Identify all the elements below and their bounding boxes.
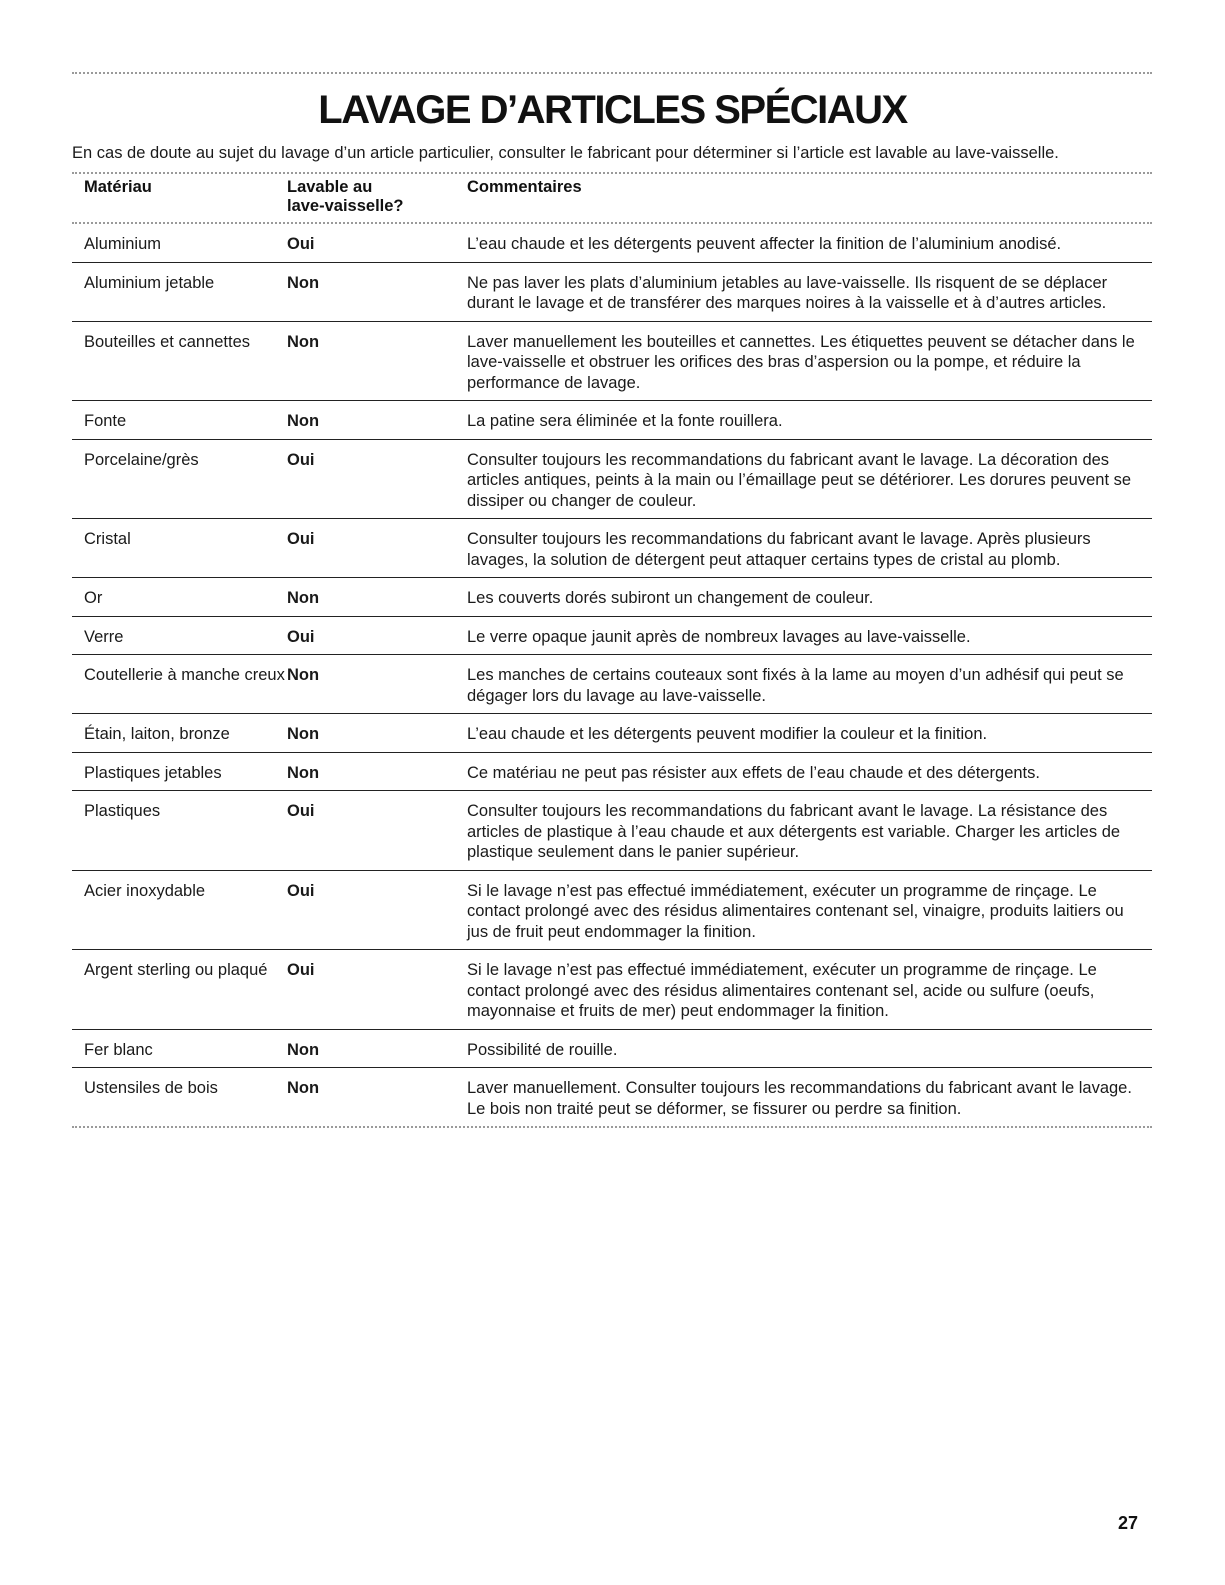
cell-comment: Les manches de certains couteaux sont fixés à la lame au moyen d’un adhésif qui peut se dégager lors du lavage au lave-vaisselle. — [467, 666, 1124, 705]
cell-material: Plastiques jetables — [84, 763, 222, 782]
cell-washable: Non — [287, 332, 320, 351]
cell-material: Ustensiles de bois — [84, 1079, 218, 1097]
cell-material: Plastiques — [84, 802, 161, 820]
cell-comment: Si le lavage n’est pas effectué immédiatement, exécuter un programme de rinçage. Le contact prolongé avec des résidus alimentaires contenant sel, vinaigre, produits laitiers ou jus de fruit peut endommager la finition. — [467, 881, 1124, 941]
table-row — [72, 1068, 1152, 1128]
cell-washable: Oui — [287, 450, 315, 469]
cell-material: Cristal — [84, 530, 131, 548]
table-row — [72, 714, 1152, 753]
header-material: Matériau — [84, 178, 152, 196]
intro-text: En cas de doute au sujet du lavage d’un article particulier, consulter le fabricant pour déterminer si l’article est lavable au lave-vaisselle. — [72, 144, 1059, 162]
table-row — [72, 950, 1152, 1030]
table-body — [72, 224, 1152, 1128]
cell-washable: Oui — [287, 530, 315, 548]
page-title: LAVAGE D’ARTICLES SPÉCIAUX — [318, 88, 907, 132]
cell-material: Porcelaine/grès — [84, 450, 199, 469]
cell-material: Acier inoxydable — [84, 881, 206, 900]
cell-washable: Non — [287, 666, 320, 684]
table-row — [72, 401, 1152, 440]
table-row — [72, 617, 1152, 656]
cell-material: Or — [84, 589, 103, 607]
cell-comment: Possibilité de rouille. — [467, 1040, 618, 1059]
header-comments: Commentaires — [467, 178, 582, 196]
cell-comment: Consulter toujours les recommandations du fabricant avant le lavage. La résistance des articles de plastique à l’eau chaude et aux détergents est variable. Charger les articles de plastique seulement dans le panier supérieur. — [467, 802, 1121, 861]
special-items-table — [72, 176, 1152, 1128]
cell-material: Verre — [84, 627, 124, 646]
cell-comment: Ce matériau ne peut pas résister aux effets de l’eau chaude et des détergents. — [467, 763, 1040, 782]
header-washable-line1: Lavable au — [287, 178, 373, 196]
cell-washable: Non — [287, 589, 320, 607]
cell-material: Fonte — [84, 412, 127, 430]
cell-material: Coutellerie à manche creux — [84, 666, 285, 684]
cell-washable: Non — [287, 725, 320, 743]
cell-material: Fer blanc — [84, 1040, 153, 1059]
table-row — [72, 224, 1152, 263]
cell-washable: Oui — [287, 235, 315, 253]
table-row — [72, 655, 1152, 714]
cell-washable: Oui — [287, 627, 315, 646]
table-row — [72, 322, 1152, 402]
cell-material: Aluminium — [84, 235, 162, 253]
cell-comment: Consulter toujours les recommandations du fabricant avant le lavage. Après plusieurs lavages, la solution de détergent peut attaquer certains types de cristal au plomb. — [467, 530, 1091, 569]
cell-comment: L’eau chaude et les détergents peuvent affecter la finition de l’aluminium anodisé. — [467, 235, 1062, 253]
cell-comment: Laver manuellement les bouteilles et cannettes. Les étiquettes peuvent se détacher dans le lave-vaisselle et obstruer les orifices des bras d’aspersion ou la pompe, et réduire la performance de lavage. — [467, 332, 1135, 392]
cell-comment: Ne pas laver les plats d’aluminium jetables au lave-vaisselle. Ils risquent de se déplacer durant le lavage et de transférer des marques noires à la vaisselle et à d’autres articles. — [467, 273, 1108, 312]
table-row — [72, 1030, 1152, 1069]
cell-washable: Non — [287, 412, 320, 430]
cell-washable: Non — [287, 1040, 320, 1059]
table-row — [72, 440, 1152, 520]
table-row — [72, 578, 1152, 617]
table-row — [72, 519, 1152, 578]
table-row — [72, 791, 1152, 871]
top-divider — [72, 72, 1152, 74]
intro-divider — [72, 172, 1152, 174]
table-row — [72, 871, 1152, 951]
page-number: 27 — [1118, 1513, 1139, 1533]
cell-comment: Laver manuellement. Consulter toujours les recommandations du fabricant avant le lavage. Le bois non traité peut se déformer, se fissurer ou perdre sa finition. — [467, 1079, 1132, 1118]
cell-washable: Oui — [287, 802, 315, 820]
cell-washable: Non — [287, 763, 320, 782]
cell-comment: Le verre opaque jaunit après de nombreux lavages au lave-vaisselle. — [467, 627, 971, 646]
cell-comment: Si le lavage n’est pas effectué immédiatement, exécuter un programme de rinçage. Le contact prolongé avec des résidus alimentaires contenant sel, acide ou sulfure (oeufs, mayonnaise et fruits de mer) peut endommager la finition. — [467, 961, 1097, 1020]
cell-comment: L’eau chaude et les détergents peuvent modifier la couleur et la finition. — [467, 725, 988, 743]
cell-material: Aluminium jetable — [84, 273, 215, 292]
cell-material: Étain, laiton, bronze — [84, 725, 230, 743]
cell-comment: Les couverts dorés subiront un changement de couleur. — [467, 589, 874, 607]
cell-washable: Oui — [287, 881, 315, 900]
header-washable — [287, 176, 467, 222]
table-row — [72, 753, 1152, 792]
cell-washable: Non — [287, 273, 320, 292]
cell-material: Argent sterling ou plaqué — [84, 961, 268, 979]
header-washable-line2: lave-vaisselle? — [287, 197, 404, 215]
cell-material: Bouteilles et cannettes — [84, 332, 251, 351]
cell-washable: Non — [287, 1079, 320, 1097]
table-header — [72, 176, 1152, 224]
cell-comment: La patine sera éliminée et la fonte rouillera. — [467, 412, 783, 430]
cell-washable: Oui — [287, 961, 315, 979]
cell-comment: Consulter toujours les recommandations du fabricant avant le lavage. La décoration des articles antiques, peints à la main ou l’émaillage peut se détériorer. Les dorures peuvent se dissiper ou changer de couleur. — [467, 450, 1132, 510]
table-row — [72, 263, 1152, 322]
